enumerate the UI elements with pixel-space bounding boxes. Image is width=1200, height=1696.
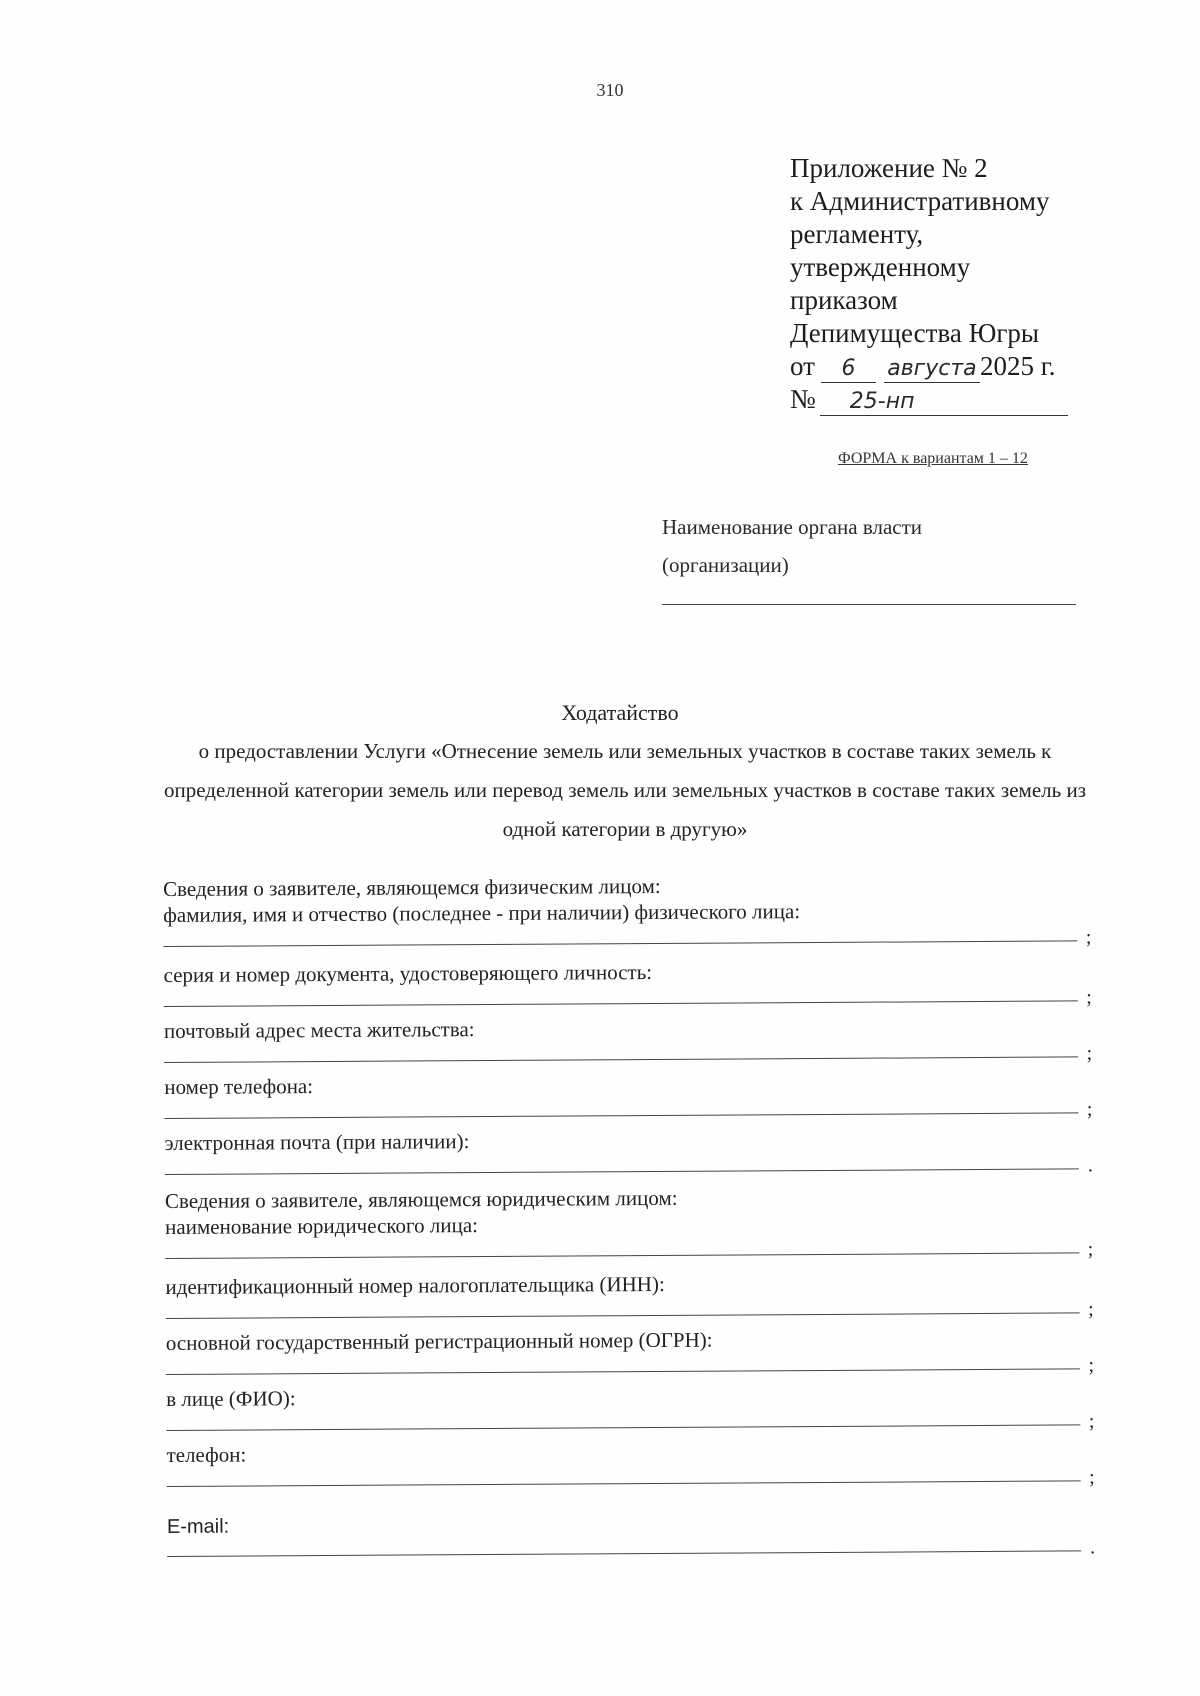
field-label: серия и номер документа, удостоверяющего личность:: [163, 960, 653, 987]
field-terminator: ;: [1088, 1354, 1095, 1377]
phone-input-line[interactable]: [164, 1112, 1078, 1119]
appendix-line: приказом: [790, 285, 898, 315]
legal-phone-input-line[interactable]: [167, 1480, 1081, 1487]
field-terminator: ;: [1086, 1042, 1093, 1065]
field-label: наименование юридического лица:: [165, 1213, 479, 1239]
appendix-line: утвержденному: [790, 252, 971, 282]
field-terminator: ;: [1089, 1466, 1095, 1489]
appendix-block: [790, 152, 1090, 416]
field-terminator: .: [1090, 1536, 1096, 1559]
appendix-number-line: [790, 383, 1090, 416]
postal-address-input-line[interactable]: [164, 1056, 1078, 1063]
field-label: электронная почта (при наличии):: [164, 1129, 470, 1155]
field-legal-phone: [166, 1436, 1094, 1498]
field-legal-email: [167, 1492, 1095, 1568]
field-individual-fullname: [163, 896, 1091, 962]
applicant-fields: [163, 870, 1095, 1568]
field-identity-document: [164, 956, 1092, 1018]
field-terminator: ;: [1086, 986, 1092, 1009]
field-label: E-mail:: [166, 1515, 230, 1538]
legal-email-input-line[interactable]: [167, 1550, 1081, 1557]
date-day-handwritten: 6: [821, 356, 876, 383]
field-label: в лице (ФИО):: [166, 1386, 296, 1411]
field-terminator: ;: [1088, 1298, 1094, 1321]
field-terminator: ;: [1085, 926, 1092, 949]
document-subtitle: о предоставлении Услуги «Отнесение земель или земельных участков в составе таких земель к определенной категории земель или перевод земель или земельных участков в составе таких земель из одной категории в другую»: [163, 739, 1086, 841]
authority-label: Наименование органа власти: [662, 515, 922, 539]
field-email: [165, 1124, 1093, 1186]
field-label: номер телефона:: [164, 1074, 314, 1099]
field-terminator: ;: [1087, 1238, 1094, 1261]
field-label: основной государственный регистрационный номер (ОГРН):: [165, 1327, 713, 1355]
authority-input-line[interactable]: [662, 604, 1076, 605]
fullname-input-line[interactable]: [163, 940, 1077, 947]
email-input-line[interactable]: [165, 1168, 1079, 1175]
appendix-line: регламенту,: [790, 219, 924, 249]
date-prefix: от: [790, 351, 815, 381]
field-label: идентификационный номер налогоплательщика (ИНН):: [165, 1271, 665, 1299]
date-year: 2025 г.: [979, 351, 1056, 381]
appendix-line: к Административному: [790, 186, 1050, 216]
authority-label-sub: (организации): [662, 553, 789, 577]
field-representative: [166, 1380, 1094, 1442]
legal-section-heading: Сведения о заявителе, являющемся юридическим лицом:: [164, 1185, 678, 1213]
legal-name-input-line[interactable]: [165, 1252, 1079, 1259]
identity-document-input-line[interactable]: [164, 1000, 1078, 1007]
individual-section-heading: Сведения о заявителе, являющемся физическим лицом:: [163, 873, 661, 901]
form-variant-label: ФОРМА к вариантам 1 – 12: [838, 450, 1028, 467]
field-label: телефон:: [166, 1442, 247, 1467]
inn-input-line[interactable]: [166, 1312, 1080, 1319]
appendix-title: Приложение № 2: [790, 153, 988, 183]
field-inn: [165, 1268, 1093, 1330]
ogrn-input-line[interactable]: [166, 1368, 1080, 1375]
page-number: 310: [596, 80, 624, 100]
field-legal-name: [165, 1208, 1093, 1274]
number-prefix: №: [790, 384, 816, 414]
appendix-line: Депимущества Югры: [790, 318, 1040, 348]
field-phone: [164, 1068, 1092, 1130]
field-terminator: ;: [1088, 1410, 1095, 1433]
field-terminator: .: [1087, 1154, 1093, 1177]
appendix-date-line: [790, 350, 1090, 383]
field-terminator: ;: [1086, 1098, 1093, 1121]
field-postal-address: [164, 1012, 1092, 1074]
field-ogrn: [166, 1324, 1094, 1386]
order-number-handwritten: 25-нп: [820, 389, 1068, 416]
field-label: почтовый адрес места жительства:: [163, 1017, 475, 1043]
authority-block: [662, 508, 922, 584]
document-title: Ходатайство: [561, 700, 679, 725]
representative-input-line[interactable]: [166, 1424, 1080, 1431]
field-label: фамилия, имя и отчество (последнее - при наличии) физического лица:: [163, 899, 801, 927]
date-month-handwritten: августа: [884, 356, 980, 383]
